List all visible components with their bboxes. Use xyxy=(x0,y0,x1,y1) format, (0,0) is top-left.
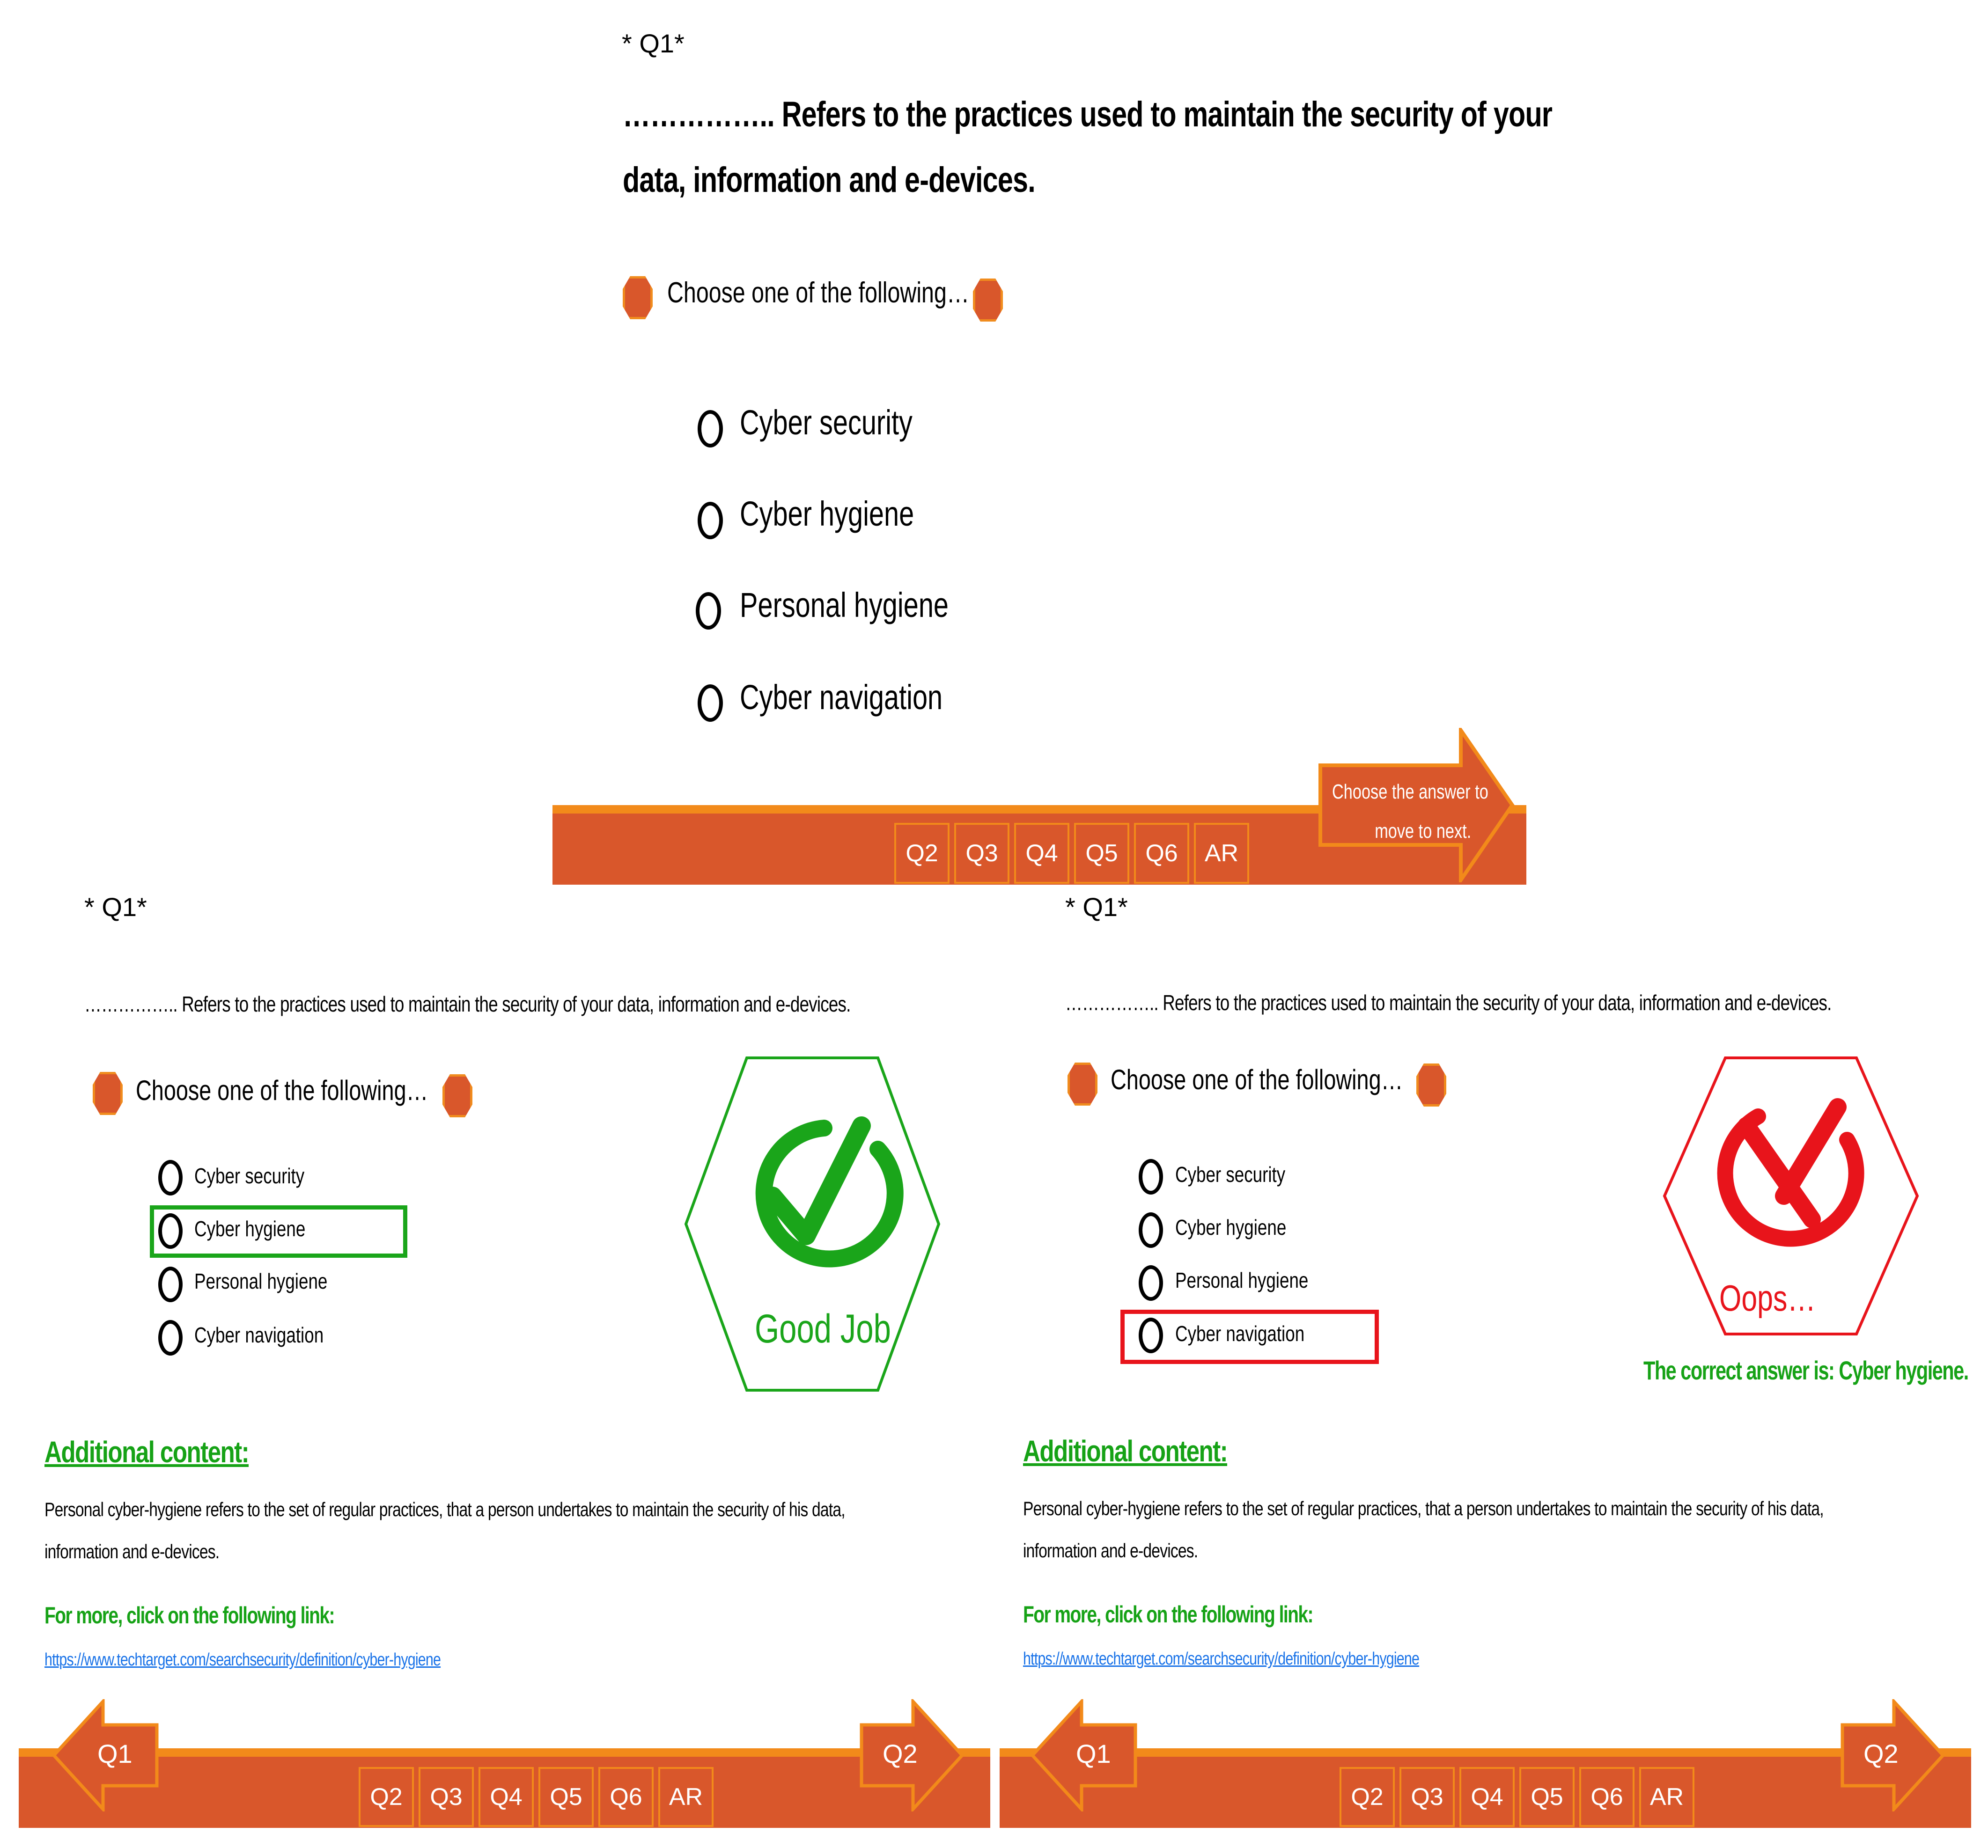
nav-q4-button[interactable]: Q4 xyxy=(1459,1767,1515,1827)
nav-q3-button[interactable]: Q3 xyxy=(419,1767,474,1827)
question-text: …………….. Refers to the practices used to maintain the security of your data, information and e-devices. xyxy=(1065,990,1832,1015)
next-button-label[interactable]: Q2 xyxy=(1863,1739,1899,1768)
radio-circle-icon[interactable] xyxy=(158,1320,183,1356)
octagon-bullet-icon xyxy=(1068,1063,1097,1106)
more-link-label: For more, click on the following link: xyxy=(44,1602,334,1628)
additional-line-1: Personal cyber-hygiene refers to the set of regular practices, that a person undertakes to maintain the security of his data, xyxy=(1023,1497,1824,1519)
nav-q5-button[interactable]: Q5 xyxy=(1519,1767,1575,1827)
question-line-2: data, information and e-devices. xyxy=(623,160,1035,200)
reference-link[interactable]: https://www.techtarget.com/searchsecurity/definition/cyber-hygiene xyxy=(1023,1649,1420,1669)
more-link-label: For more, click on the following link: xyxy=(1023,1601,1313,1628)
additional-line-2: information and e-devices. xyxy=(44,1540,220,1562)
nav-q4-button[interactable]: Q4 xyxy=(479,1767,534,1827)
option-personal-hygiene[interactable]: Personal hygiene xyxy=(194,1269,328,1293)
nav-q5-button[interactable]: Q5 xyxy=(1074,823,1129,884)
reference-link[interactable]: https://www.techtarget.com/searchsecurity/definition/cyber-hygiene xyxy=(44,1650,441,1670)
additional-line-2: information and e-devices. xyxy=(1023,1540,1198,1562)
nav-ar-button[interactable]: AR xyxy=(658,1767,714,1827)
nav-q6-button[interactable]: Q6 xyxy=(1579,1767,1635,1827)
nav-q6-button[interactable]: Q6 xyxy=(598,1767,654,1827)
additional-content-body xyxy=(1023,1488,1824,1572)
nav-q5-button[interactable]: Q5 xyxy=(538,1767,594,1827)
option-cyber-navigation[interactable]: Cyber navigation xyxy=(740,678,943,717)
option-cyber-security[interactable]: Cyber security xyxy=(740,403,913,442)
oops-text: Oops… xyxy=(1719,1277,1816,1319)
radio-circle-icon[interactable] xyxy=(698,502,723,539)
choose-prompt: Choose one of the following… xyxy=(136,1075,428,1106)
nav-bar-accent xyxy=(1000,1748,1971,1757)
nav-q4-button[interactable]: Q4 xyxy=(1014,823,1069,884)
octagon-bullet-icon xyxy=(93,1072,123,1115)
radio-circle-icon[interactable] xyxy=(1139,1318,1163,1353)
choose-prompt: Choose one of the following… xyxy=(1111,1064,1403,1095)
option-personal-hygiene[interactable]: Personal hygiene xyxy=(1175,1268,1309,1292)
hint-line-1: Choose the answer to xyxy=(1332,780,1488,803)
nav-bar xyxy=(19,1748,990,1828)
octagon-bullet-icon xyxy=(1416,1063,1446,1107)
question-text: …………….. Refers to the practices used to maintain the security of your data, information and e-devices. xyxy=(84,992,851,1016)
question-number: * Q1* xyxy=(84,892,147,922)
option-cyber-navigation[interactable]: Cyber navigation xyxy=(194,1323,324,1347)
option-cyber-security[interactable]: Cyber security xyxy=(194,1164,305,1188)
nav-ar-button[interactable]: AR xyxy=(1194,823,1249,884)
additional-content-body xyxy=(44,1489,845,1573)
additional-line-1: Personal cyber-hygiene refers to the set of regular practices, that a person undertakes to maintain the security of his data, xyxy=(44,1498,845,1520)
radio-circle-icon[interactable] xyxy=(1139,1212,1163,1248)
prev-button-label[interactable]: Q1 xyxy=(1076,1739,1111,1768)
radio-circle-icon[interactable] xyxy=(1139,1159,1163,1195)
nav-q3-button[interactable]: Q3 xyxy=(954,823,1009,884)
correct-answer-note: The correct answer is: Cyber hygiene. xyxy=(1643,1356,1968,1385)
nav-q6-button[interactable]: Q6 xyxy=(1134,823,1189,884)
radio-circle-icon[interactable] xyxy=(698,410,723,447)
radio-circle-icon[interactable] xyxy=(696,592,721,630)
nav-q2-button[interactable]: Q2 xyxy=(359,1767,414,1827)
radio-circle-icon[interactable] xyxy=(158,1213,183,1249)
octagon-bullet-icon xyxy=(442,1074,472,1117)
question-line-1: …………….. Refers to the practices used to maintain the security of your xyxy=(623,95,1553,134)
octagon-bullet-icon xyxy=(973,279,1003,322)
nav-q3-button[interactable]: Q3 xyxy=(1399,1767,1455,1827)
next-button-label[interactable]: Q2 xyxy=(883,1739,918,1768)
nav-ar-button[interactable]: AR xyxy=(1639,1767,1694,1827)
hint-line-2: move to next. xyxy=(1375,820,1472,843)
option-cyber-hygiene[interactable]: Cyber hygiene xyxy=(1175,1215,1287,1239)
radio-circle-icon[interactable] xyxy=(158,1160,183,1195)
question-number: * Q1* xyxy=(1065,892,1128,922)
next-hint xyxy=(1332,772,1488,851)
option-cyber-security[interactable]: Cyber security xyxy=(1175,1162,1286,1187)
nav-q2-button[interactable]: Q2 xyxy=(894,823,950,884)
additional-content-title: Additional content: xyxy=(1023,1434,1228,1468)
nav-bar-accent xyxy=(19,1748,990,1757)
option-cyber-navigation[interactable]: Cyber navigation xyxy=(1175,1321,1305,1346)
radio-circle-icon[interactable] xyxy=(158,1267,183,1302)
prev-button-label[interactable]: Q1 xyxy=(97,1739,133,1768)
option-cyber-hygiene[interactable]: Cyber hygiene xyxy=(740,494,914,533)
radio-circle-icon[interactable] xyxy=(1139,1265,1163,1301)
nav-q2-button[interactable]: Q2 xyxy=(1340,1767,1395,1827)
octagon-bullet-icon xyxy=(623,276,653,319)
option-cyber-hygiene[interactable]: Cyber hygiene xyxy=(194,1217,306,1241)
nav-bar xyxy=(1000,1748,1971,1828)
option-personal-hygiene[interactable]: Personal hygiene xyxy=(740,586,949,624)
question-number: * Q1* xyxy=(622,29,685,58)
choose-prompt: Choose one of the following… xyxy=(667,277,970,309)
additional-content-title: Additional content: xyxy=(44,1435,249,1469)
good-job-text: Good Job xyxy=(755,1306,891,1351)
question-text xyxy=(623,82,1552,213)
radio-circle-icon[interactable] xyxy=(698,684,723,722)
